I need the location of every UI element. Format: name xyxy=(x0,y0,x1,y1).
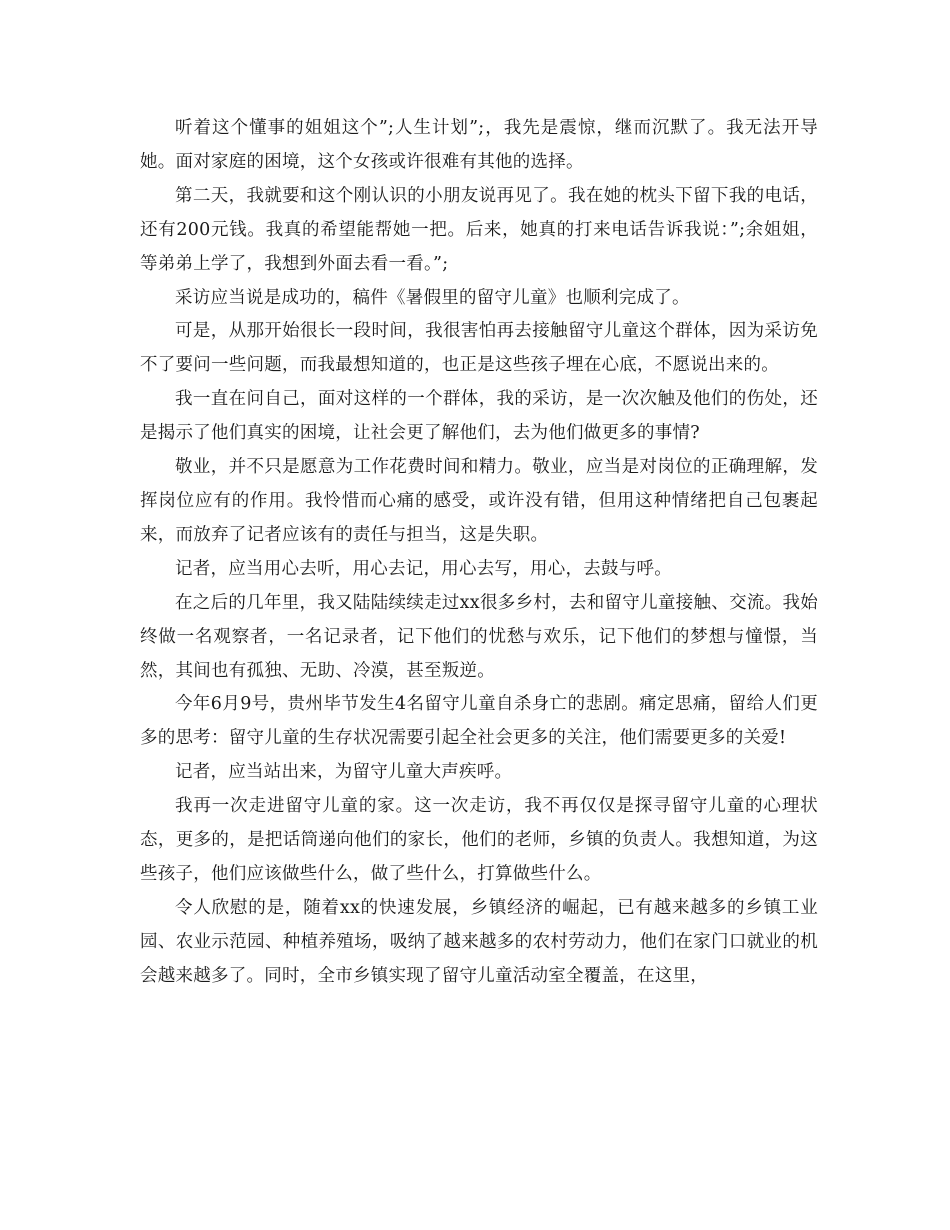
paragraph: 采访应当说是成功的，稿件《暑假里的留守儿童》也顺利完成了。 xyxy=(175,287,690,308)
article-body xyxy=(140,112,818,994)
paragraph: 记者，应当用心去听，用心去记，用心去写，用心，去鼓与呼。 xyxy=(175,558,672,579)
paragraph: 敬业，并不只是愿意为工作花费时间和精力。敬业，应当是对岗位的正确理解，发挥岗位应有的作用。我怜惜而心痛的感受，或许没有错，但用这种情绪把自己包裹起来，而放弃了记者应该有的责任与担当，这是失职。 xyxy=(140,457,818,545)
paragraph: 令人欣慰的是，随着xx的快速发展，乡镇经济的崛起，已有越来越多的乡镇工业园、农业示范园、种植养殖场，吸纳了越来越多的农村劳动力，他们在家门口就业的机会越来越多了。同时，全市乡镇实现了留守儿童活动室全覆盖，在这里， xyxy=(140,897,818,986)
paragraph: 在之后的几年里，我又陆陆续续走过xx很多乡村，去和留守儿童接触、交流。我始终做一名观察者，一名记录者，记下他们的忧愁与欢乐，记下他们的梦想与憧憬，当然，其间也有孤独、无助、冷漠，甚至叛逆。 xyxy=(140,592,818,681)
paragraph: 可是，从那开始很长一段时间，我很害怕再去接触留守儿童这个群体，因为采访免不了要问一些问题，而我最想知道的，也正是这些孩子埋在心底，不愿说出来的。 xyxy=(140,321,818,376)
paragraph: 记者，应当站出来，为留守儿童大声疾呼。 xyxy=(175,762,513,783)
paragraph: 听着这个懂事的姐姐这个”;人生计划”;，我先是震惊，继而沉默了。我无法开导她。面对家庭的困境，这个女孩或许很难有其他的选择。 xyxy=(140,118,818,172)
paragraph: 第二天，我就要和这个刚认识的小朋友说再见了。我在她的枕头下留下我的电话，还有200元钱。我真的希望能帮她一把。后来，她真的打来电话告诉我说：”;余姐姐，等弟弟上学了，我想到外面去看一看。”; xyxy=(140,185,818,274)
paragraph: 我一直在问自己，面对这样的一个群体，我的采访，是一次次触及他们的伤处，还是揭示了他们真实的困境，让社会更了解他们，去为他们做更多的事情? xyxy=(140,389,818,444)
paragraph: 我再一次走进留守儿童的家。这一次走访，我不再仅仅是探寻留守儿童的心理状态，更多的，是把话筒递向他们的家长，他们的老师，乡镇的负责人。我想知道，为这些孩子，他们应该做些什么，做了些什么，打算做些什么。 xyxy=(140,796,818,884)
paragraph: 今年6月9号，贵州毕节发生4名留守儿童自杀身亡的悲剧。痛定思痛，留给人们更多的思考：留守儿童的生存状况需要引起全社会更多的关注，他们需要更多的关爱! xyxy=(140,694,818,749)
